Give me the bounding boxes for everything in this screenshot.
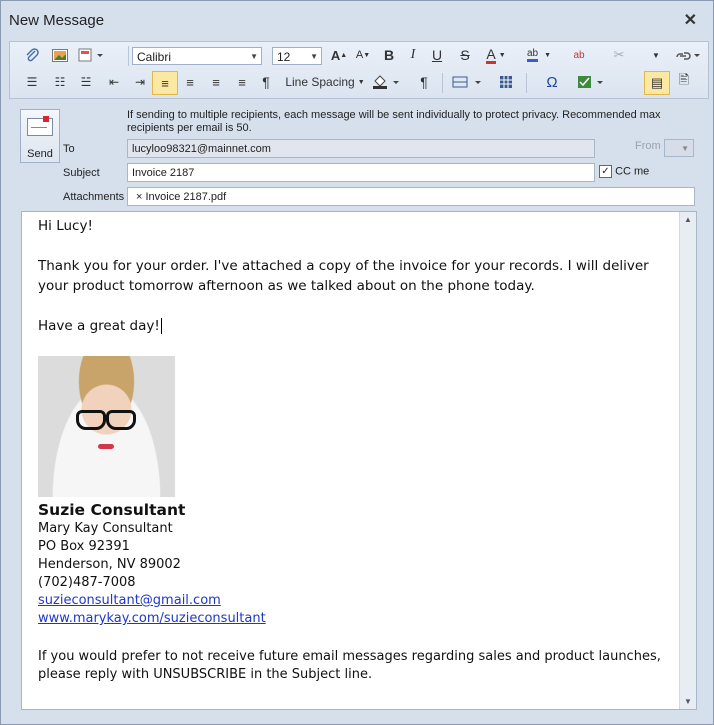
scroll-down-icon[interactable]: ▼ xyxy=(684,697,692,706)
close-icon[interactable]: ✕ xyxy=(683,12,697,29)
signature-name: Suzie Consultant xyxy=(38,501,186,519)
to-field[interactable]: lucyloo98321@mainnet.com xyxy=(127,139,595,158)
send-label: Send xyxy=(27,148,53,160)
insert-item-icon[interactable] xyxy=(76,44,106,66)
preview-icon[interactable]: 🖹 xyxy=(678,72,690,87)
signature-photo xyxy=(38,356,175,497)
chevron-down-icon: ▼ xyxy=(250,52,258,61)
omega-icon[interactable]: Ω xyxy=(546,73,558,91)
font-name-value: Calibri xyxy=(137,50,172,64)
message-body xyxy=(38,216,678,336)
signature-phone: (702)487-7008 xyxy=(38,575,136,590)
view-selected-icon[interactable]: ▤ xyxy=(644,71,670,95)
underline-icon[interactable]: U xyxy=(431,47,443,63)
multilevel-icon[interactable]: ☱ xyxy=(80,75,92,89)
highlight-icon[interactable]: ab ▼ xyxy=(524,44,554,66)
italic-icon[interactable]: I xyxy=(410,47,416,62)
cc-me-checkbox[interactable] xyxy=(599,165,649,178)
pilcrow-icon[interactable]: ¶ xyxy=(262,74,270,90)
line-spacing-button[interactable] xyxy=(284,71,366,93)
overflow-icon[interactable]: ▼ xyxy=(652,50,660,60)
checkbox-checked-icon: ✓ xyxy=(599,165,612,178)
borders-icon[interactable] xyxy=(450,71,486,93)
link-icon[interactable] xyxy=(674,44,704,66)
send-button[interactable] xyxy=(20,109,60,163)
privacy-notice: If sending to multiple recipients, each message will be sent individually to protect privacy. Recommended max recipients per email is 50. xyxy=(127,109,661,134)
font-color-icon[interactable]: A ▼ xyxy=(486,45,506,62)
subject-field[interactable]: Invoice 2187 xyxy=(127,163,595,182)
attachment-item[interactable]: Invoice 2187.pdf xyxy=(145,191,227,203)
from-label: From xyxy=(635,140,661,152)
decrease-indent-icon[interactable]: ⇤ xyxy=(108,75,120,89)
signature-address-line2: Henderson, NV 89002 xyxy=(38,557,181,572)
numbering-icon[interactable]: ☷ xyxy=(54,75,66,89)
signature-address-line1: PO Box 92391 xyxy=(38,539,130,554)
signature-block xyxy=(38,500,266,628)
text-cursor xyxy=(161,318,162,334)
chevron-down-icon: ▼ xyxy=(681,144,689,153)
attach-icon[interactable] xyxy=(22,44,42,66)
attachments-field xyxy=(127,187,695,206)
attachments-label: Attachments xyxy=(63,191,125,203)
title-bar xyxy=(1,1,713,39)
strikethrough-icon[interactable]: S xyxy=(460,47,470,63)
font-name-combo[interactable] xyxy=(132,47,262,65)
cut-icon[interactable]: ✂ xyxy=(613,47,625,62)
subject-label: Subject xyxy=(63,167,100,179)
signature-website-link[interactable]: www.marykay.com/suzieconsultant xyxy=(38,611,266,626)
toolbar-row-2 xyxy=(10,71,708,97)
signature-title: Mary Kay Consultant xyxy=(38,521,173,536)
message-editor[interactable] xyxy=(21,211,697,710)
scroll-up-icon[interactable]: ▲ xyxy=(684,215,692,224)
greeting-text: Hi Lucy! xyxy=(38,218,93,234)
signature-email-link[interactable]: suzieconsultant@gmail.com xyxy=(38,593,221,608)
cc-me-label: CC me xyxy=(615,165,650,178)
align-left-icon[interactable]: ≡ xyxy=(152,71,178,95)
clear-format-icon[interactable]: ab xyxy=(573,49,585,61)
toolbar-row-1 xyxy=(10,44,708,70)
line-spacing-label: Line Spacing xyxy=(285,75,355,89)
image-icon[interactable] xyxy=(50,44,70,66)
body-paragraph: Thank you for your order. I've attached a copy of the invoice for your records. I will deliver your product tomorrow afternoon as we talked about on the phone today. xyxy=(38,258,649,294)
closing-text: Have a great day! xyxy=(38,318,160,334)
align-center-icon[interactable]: ≡ xyxy=(186,74,194,90)
shrink-font-icon[interactable]: A ▼ xyxy=(355,49,371,61)
chevron-down-icon: ▼ xyxy=(357,78,365,86)
window-title: New Message xyxy=(9,12,105,29)
remove-attachment-icon[interactable]: × xyxy=(136,191,143,203)
unsubscribe-note: If you would prefer to not receive future email messages regarding sales and product launches, please reply with UNSUBSCRIBE in the Subject line. xyxy=(38,649,661,682)
bullets-icon[interactable]: ☰ xyxy=(26,75,38,89)
grow-font-icon[interactable]: A ▲ xyxy=(330,47,348,63)
font-size-value: 12 xyxy=(277,50,291,64)
envelope-icon xyxy=(27,118,53,136)
font-size-combo[interactable] xyxy=(272,47,322,65)
align-right-icon[interactable]: ≡ xyxy=(212,74,220,90)
bold-icon[interactable]: B xyxy=(383,47,395,63)
chevron-down-icon: ▼ xyxy=(310,52,318,61)
increase-indent-icon[interactable]: ⇥ xyxy=(134,75,146,89)
formatting-toolbar xyxy=(9,41,709,99)
vertical-scrollbar[interactable] xyxy=(679,212,696,709)
fill-color-icon[interactable] xyxy=(370,71,404,93)
from-combo[interactable] xyxy=(664,139,694,157)
justify-icon[interactable]: ≡ xyxy=(238,74,246,90)
table-icon[interactable] xyxy=(496,71,516,93)
to-label: To xyxy=(63,143,75,155)
paragraph-mark-icon[interactable]: ¶ xyxy=(420,74,428,90)
spell-check-icon[interactable] xyxy=(576,71,606,93)
